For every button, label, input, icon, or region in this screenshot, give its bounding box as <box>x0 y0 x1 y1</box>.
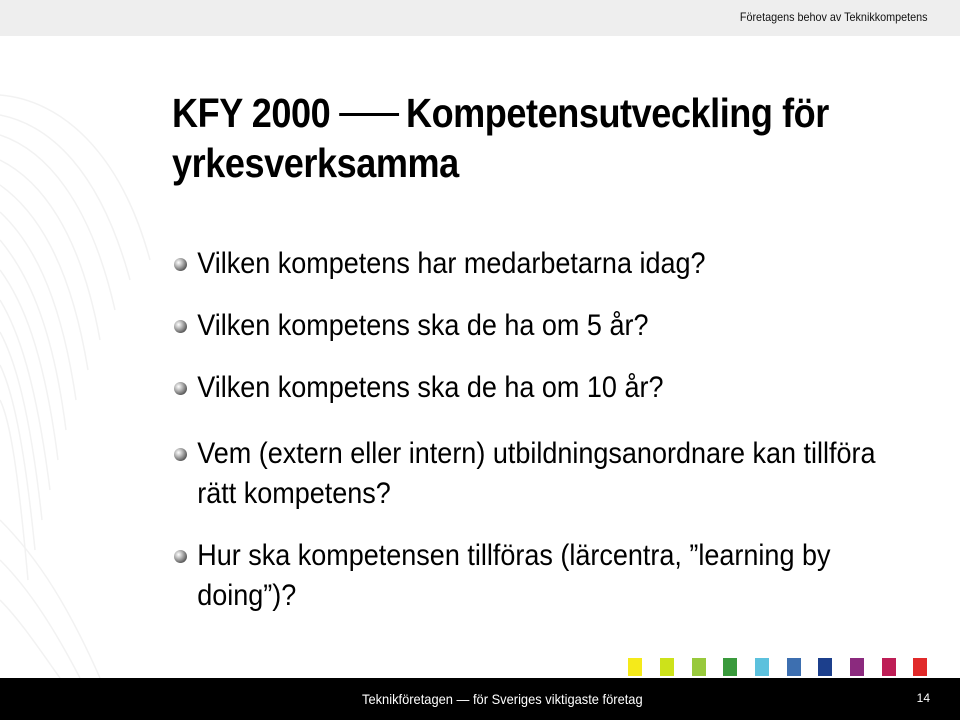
footer-bar <box>0 678 960 720</box>
page-number: 14 <box>916 691 930 705</box>
slide-title <box>172 88 911 188</box>
bullet-text: Vilken kompetens ska de ha om 5 år? <box>197 309 649 342</box>
color-square <box>723 658 737 676</box>
color-square <box>850 658 864 676</box>
color-square <box>913 658 927 676</box>
color-square <box>755 658 769 676</box>
color-square <box>818 658 832 676</box>
bullet-text: Vilken kompetens har medarbetarna idag? <box>197 247 706 280</box>
title-part2: Kompetensutveckling för <box>405 90 829 136</box>
title-line2: yrkesverksamma <box>172 140 459 186</box>
bullet-item <box>172 244 932 284</box>
color-square <box>692 658 706 676</box>
header-text: Företagens behov av Teknikkompetens <box>740 10 928 24</box>
title-part1: KFY 2000 <box>172 90 331 136</box>
bullet-text: Vilken kompetens ska de ha om 10 år? <box>197 371 664 404</box>
color-square <box>787 658 801 676</box>
bullet-item <box>172 368 932 408</box>
color-square <box>628 658 642 676</box>
bullet-item <box>172 536 932 616</box>
bullet-text: Vem (extern eller intern) utbildningsanordnare kan tillföra rätt kompetens? <box>197 437 876 510</box>
footer-text: Teknikföretagen — för Sveriges viktigaste företag <box>362 691 643 707</box>
title-dash <box>339 113 399 116</box>
bullet-text: Hur ska kompetensen tillföras (lärcentra, ”learning by doing”)? <box>197 539 831 612</box>
color-square <box>882 658 896 676</box>
header-bar <box>0 0 960 36</box>
color-squares <box>0 658 960 676</box>
bullet-item <box>172 434 932 514</box>
bullet-item <box>172 306 932 346</box>
color-square <box>660 658 674 676</box>
